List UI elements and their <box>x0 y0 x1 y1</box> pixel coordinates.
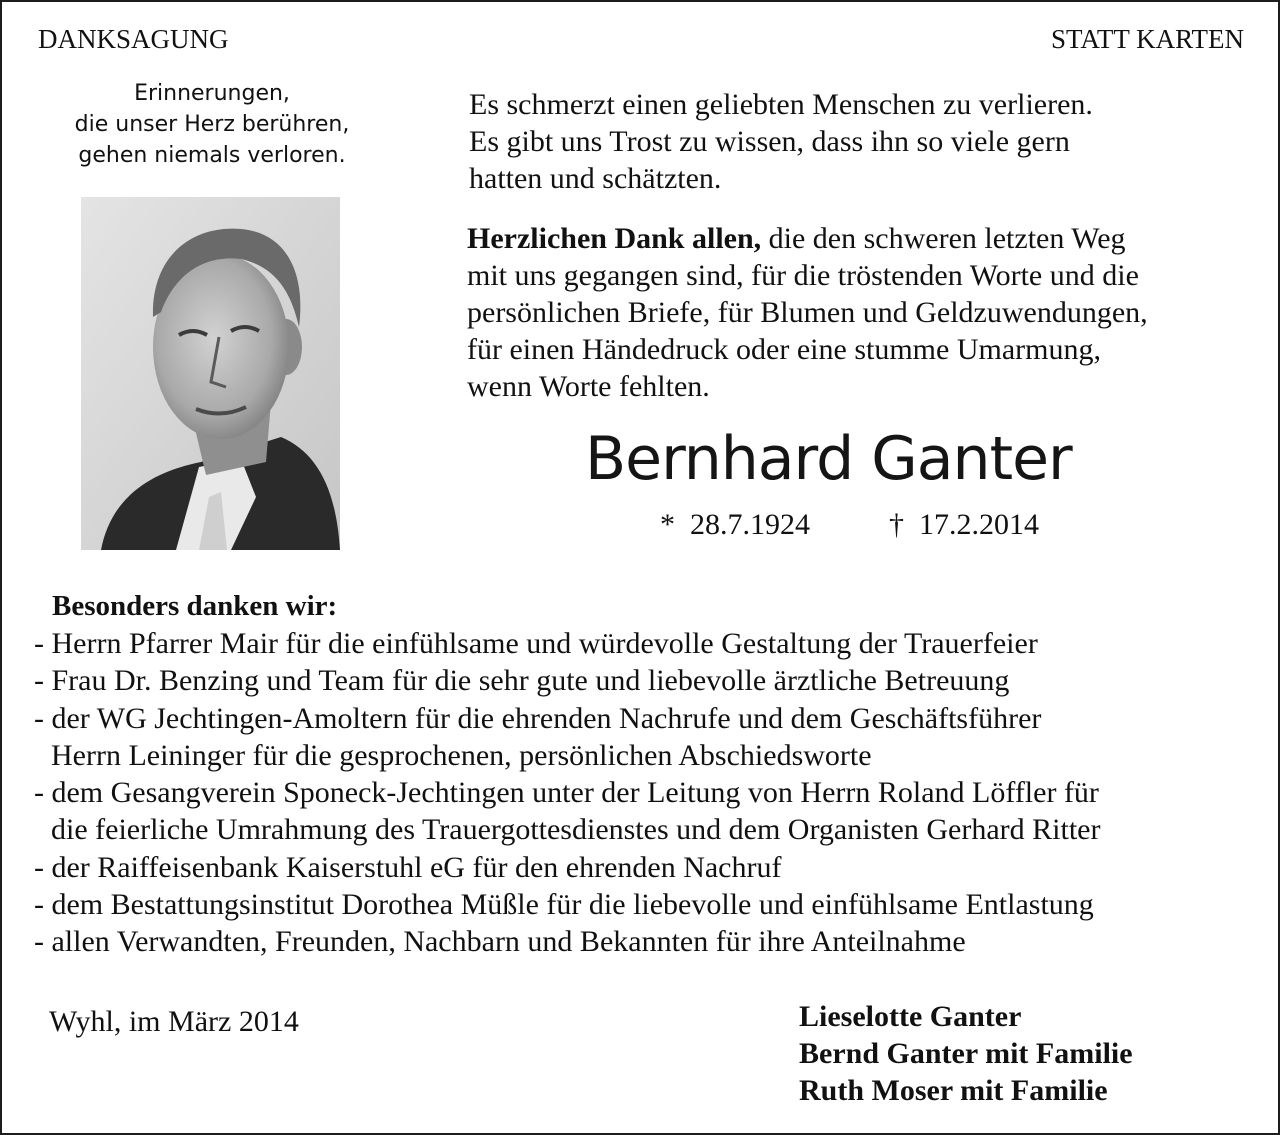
intro-paragraph <box>469 86 1093 197</box>
special-thanks-list <box>34 625 1100 961</box>
intro-line: hatten und schätzten. <box>469 162 722 195</box>
gratitude-first-line <box>467 220 1148 257</box>
birth-symbol: * <box>660 508 675 541</box>
signatory: Ruth Moser mit Familie <box>799 1074 1108 1107</box>
gratitude-lead: Herzlichen Dank allen, <box>467 222 762 255</box>
deceased-name: Bernhard Ganter <box>585 424 1072 494</box>
header-label-danksagung: DANKSAGUNG <box>38 24 229 54</box>
signatories <box>799 998 1133 1109</box>
memorial-verse <box>42 78 382 171</box>
thanks-item-continuation: die feierliche Umrahmung des Trauergottesdienstes und dem Organisten Gerhard Ritter <box>51 813 1101 847</box>
header-label-statt-karten: STATT KARTEN <box>1051 24 1244 54</box>
gratitude-line: mit uns gegangen sind, für die tröstenden Worte und die <box>467 259 1139 292</box>
thanks-item: - dem Bestattungsinstitut Dorothea Müßle für die liebevolle und einfühlsame Entlastung <box>34 888 1094 922</box>
special-thanks-heading: Besonders danken wir: <box>52 590 338 622</box>
intro-line: Es schmerzt einen geliebten Menschen zu verlieren. <box>469 88 1093 121</box>
verse-line: die unser Herz berühren, <box>74 112 350 137</box>
thanks-item: - Herrn Pfarrer Mair für die einfühlsame und würdevolle Gestaltung der Trauerfeier <box>34 627 1038 660</box>
gratitude-line: persönlichen Briefe, für Blumen und Geldzuwendungen, <box>467 296 1148 329</box>
thanks-item: - der Raiffeisenbank Kaiserstuhl eG für den ehrenden Nachruf <box>34 850 782 884</box>
gratitude-first-rest: die den schweren letzten Weg <box>768 222 1126 255</box>
intro-line: Es gibt uns Trost zu wissen, dass ihn so viele gern <box>469 125 1070 158</box>
death-date-group <box>889 508 1039 542</box>
signatory: Lieselotte Ganter <box>799 1000 1022 1033</box>
verse-line: Erinnerungen, <box>134 81 290 106</box>
death-symbol: † <box>889 508 904 541</box>
verse-line: gehen niemals verloren. <box>78 143 346 168</box>
place-date: Wyhl, im März 2014 <box>49 1005 299 1038</box>
thanks-item-continuation: Herrn Leininger für die gesprochenen, persönlichen Abschiedsworte <box>51 738 872 772</box>
thanks-item: - allen Verwandten, Freunden, Nachbarn und Bekannten für ihre Anteilnahme <box>34 925 966 959</box>
thanks-item: - Frau Dr. Benzing und Team für die sehr gute und liebevolle ärztliche Betreuung <box>34 664 1010 698</box>
thanks-item: - dem Gesangverein Sponeck-Jechtingen unter der Leitung von Herrn Roland Löffler für <box>34 776 1099 810</box>
death-date: 17.2.2014 <box>919 508 1039 541</box>
signatory: Bernd Ganter mit Familie <box>799 1037 1133 1070</box>
birth-date-group <box>660 508 810 542</box>
portrait-photo <box>81 197 340 550</box>
birth-date: 28.7.1924 <box>690 508 810 541</box>
gratitude-paragraph <box>467 220 1148 405</box>
gratitude-line: für einen Händedruck oder eine stumme Umarmung, <box>467 333 1101 366</box>
gratitude-line: wenn Worte fehlten. <box>467 370 710 403</box>
thanks-item: - der WG Jechtingen-Amoltern für die ehrenden Nachrufe und dem Geschäftsführer <box>34 701 1042 735</box>
